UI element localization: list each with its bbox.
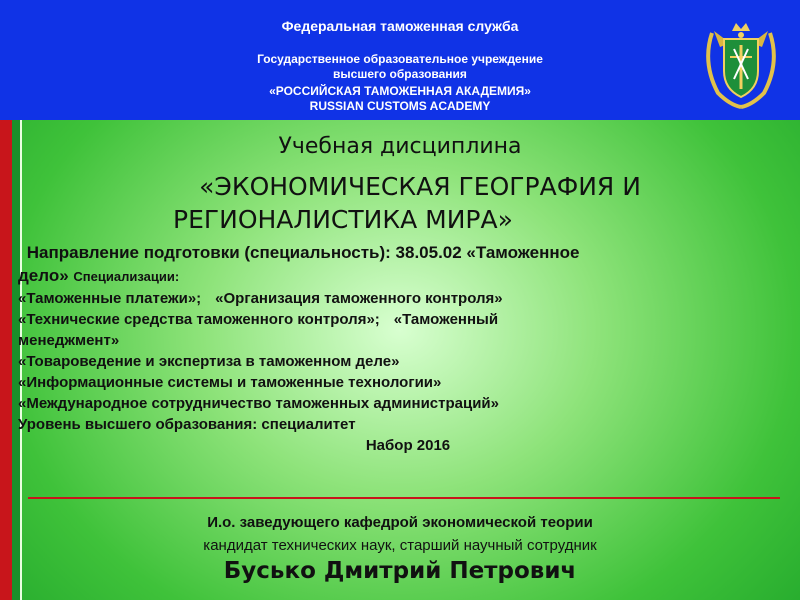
specialty-block <box>18 241 778 457</box>
specialization-item: «Таможенный <box>393 311 499 328</box>
specialization-row-1 <box>18 288 778 309</box>
institution-line-4: RUSSIAN CUSTOMS ACADEMY <box>309 99 491 113</box>
discipline-title-line-2: РЕГИОНАЛИСТИКА МИРА» <box>173 205 513 234</box>
specializations-label: Специализации: <box>73 269 180 284</box>
institution-line-2: высшего образования <box>333 67 467 81</box>
specialization-item: «Организация таможенного контроля» <box>215 290 503 307</box>
specialization-item: менеджмент» <box>18 332 120 349</box>
specialty-direction: Направление подготовки (специальность): 38.05.02 «Таможенное <box>26 243 580 262</box>
specialization-row-2 <box>18 309 778 330</box>
specialization-item: «Товароведение и экспертиза в таможенном деле» <box>18 353 400 370</box>
customs-emblem-icon <box>700 13 782 111</box>
agency-name: Федеральная таможенная служба <box>281 18 519 34</box>
specialization-item: «Таможенные платежи»; <box>18 290 202 307</box>
institution-line-1: Государственное образовательное учреждение <box>257 52 543 66</box>
discipline-label: Учебная дисциплина <box>278 134 522 159</box>
department-head-title: И.о. заведующего кафедрой экономической теории <box>207 514 593 531</box>
specialization-item: «Информационные системы и таможенные технологии» <box>18 374 442 391</box>
specialization-item: «Технические средства таможенного контроля»; <box>18 311 380 328</box>
header-banner <box>0 0 800 120</box>
specialty-intro-line-1 <box>22 241 778 264</box>
specialty-intro-line-2 <box>18 264 778 288</box>
education-level: Уровень высшего образования: специалитет <box>18 416 356 433</box>
institution-line-3: «РОССИЙСКАЯ ТАМОЖЕННАЯ АКАДЕМИЯ» <box>269 84 531 98</box>
department-head-degree: кандидат технических наук, старший научный сотрудник <box>203 537 597 554</box>
specialty-direction-end: дело» <box>18 266 69 285</box>
discipline-title <box>120 170 720 236</box>
specialization-item: «Международное сотрудничество таможенных администраций» <box>18 395 499 412</box>
section-divider <box>28 497 780 499</box>
department-head-name: Бусько Дмитрий Петрович <box>223 558 577 584</box>
recruitment-year: Набор 2016 <box>365 437 451 454</box>
discipline-title-line-1: «ЭКОНОМИЧЕСКАЯ ГЕОГРАФИЯ И <box>199 172 641 201</box>
